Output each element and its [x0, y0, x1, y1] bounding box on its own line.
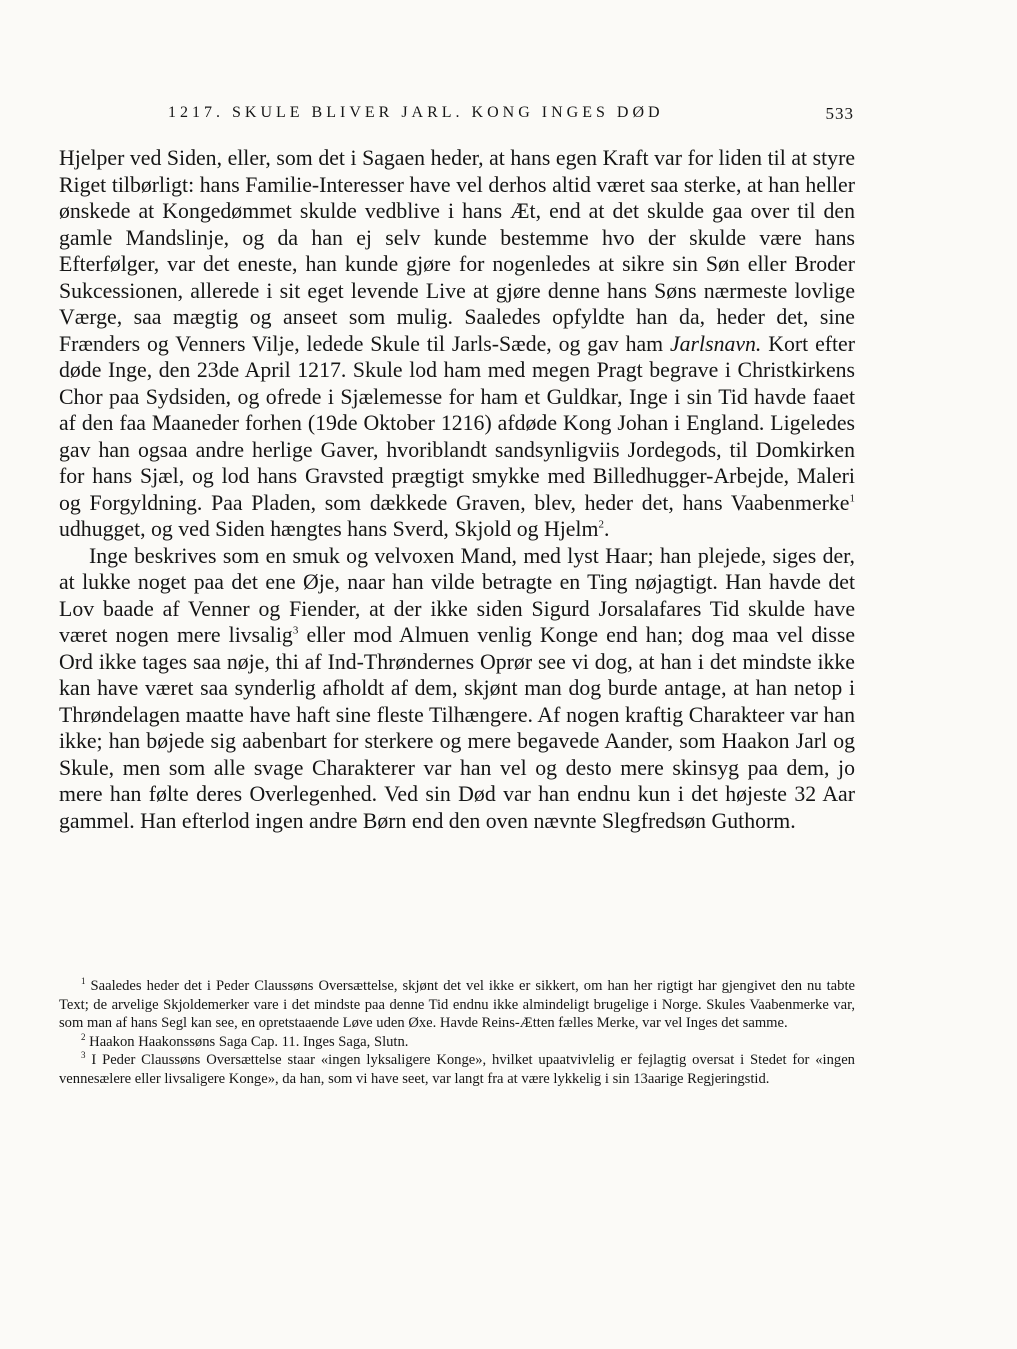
footnote-text: I Peder Claussøns Oversættelse staar «ingen lyksaligere Konge», hvilket upaatvivlelig er fejlagtig oversat i Stedet for «ingen vennesælere eller livsaligere Konge», da han, som vi have seet, var langt fra at være lykkelig i sin 13aarige Regjeringstid.: [59, 1052, 855, 1087]
paragraph-1: [59, 145, 855, 543]
italic-term: Jarlsnavn.: [669, 331, 762, 356]
footnotes: [59, 977, 855, 1088]
running-header: [168, 104, 854, 122]
footnote-ref-2: 2: [598, 518, 604, 531]
footnote-mark: 3: [81, 1050, 86, 1061]
paragraph-1-text-d: .: [603, 517, 610, 541]
footnote-text: Haakon Haakonssøns Saga Cap. 11. Inges Saga, Slutn.: [89, 1033, 409, 1050]
paragraph-2-text-a: Inge beskrives som en smuk og velvoxen Mand, med lyst Haar; han plejede, siges der, at lukke noget paa det ene Øje, naar han vilde betragte en Ting nøjagtigt. Han havde det Lov baade af Venner og Fiender, at der ikke siden Sigurd Jorsalafares Tid skulde have været nogen mere livsalig: [59, 543, 855, 647]
paragraph-1-text-c: udhugget, og ved Siden hængtes hans Sverd, Skjold og Hjelm: [59, 517, 599, 541]
paragraph-2-text-b: eller mod Almuen venlig Konge end han; dog maa vel disse Ord ikke tages saa nøje, thi af Ind-Thrøndernes Oprør see vi dog, at han i det mindste ikke kan have været saa synderlig afholdt af dem, skjønt man dog burde antage, at han netop i Thrøndelagen maatte have haft sine fleste Tilhængere. Af nogen kraftig Charakteer var han ikke; han bøjede sig aabenbart for sterkere og mere begavede Aander, som Haakon Jarl og Skule, men som alle svage Charakterer var han vel og desto mere skinsyg paa dem, jo mere han følte deres Overlegenhed. Ved sin Død var han endnu kun i det højeste 32 Aar gammel. Han efterlod ingen andre Børn end den oven nævnte Slegfredsøn Guthorm.: [59, 623, 855, 833]
paragraph-1-text-b: Kort efter døde Inge, den 23de April 1217. Skule lod ham med megen Pragt begrave i Christkirkens Chor paa Sydsiden, og ofrede i Sjælemesse for ham et Guldkar, Inge i sin Tid havde faaet af den faa Maaneder forhen (19de Oktober 1216) afdøde Kong Johan i England. Ligeledes gav han ogsaa andre herlige Gaver, hvoriblandt sandsynligviis Jordegods, til Domkirken for hans Sjæl, og lod hans Gravsted prægtigt smykke med Billedhugger-Arbejde, Maleri og Forgyldning. Paa Pladen, som dækkede Graven, blev, heder det, hans Vaabenmerke: [59, 331, 855, 515]
footnote-ref-3: 3: [292, 624, 299, 637]
footnote-mark: 1: [81, 976, 86, 987]
footnote-ref-1: 1: [849, 492, 855, 505]
footnote: [59, 1033, 855, 1052]
footnote-mark: 2: [81, 1031, 86, 1042]
footnote: [59, 1051, 855, 1088]
footnote-text: Saaledes heder det i Peder Claussøns Oversættelse, skjønt det vel ikke er sikkert, om han her rigtigt har gjengivet den nu tabte Text; de arvelige Skjoldemerker vare i det mindste paa denne Tid endnu ikke almindeligt brugelige i Norge. Skules Vaabenmerke var, som man af hans Segl kan see, en opretstaaende Løve uden Øxe. Havde Reins-Ætten fælles Merke, var vel Inges det samme.: [59, 978, 855, 1031]
main-text: [59, 145, 855, 834]
footnote: [59, 977, 855, 1033]
page-number: 533: [825, 104, 854, 123]
paragraph-2: [59, 543, 855, 835]
paragraph-1-text-a: Hjelper ved Siden, eller, som det i Sagaen heder, at hans egen Kraft var for liden til at styre Riget tilbørligt: hans Familie-Interesser have vel derhos altid været saa sterke, at han heller ønskede at Kongedømmet skulde vedblive i hans Æt, end at det skulde gaa over til den gamle Mandslinje, og da han ej selv kunde bestemme hvo der skulde være hans Efterfølger, var det eneste, han kunde gjøre for nogenledes at sikre sin Søn eller Broder Sukcessionen, allerede i sit eget levende Live at gjøre denne hans Søns nærmeste lovlige Værge, saa mægtig og anseet som mulig. Saaledes opfyldte han da, heder det, sine Frænders og Venners Vilje, ledede Skule til Jarls-Sæde, og gav ham: [59, 146, 855, 356]
running-title: 1217. SKULE BLIVER JARL. KONG INGES DØD: [168, 104, 664, 121]
